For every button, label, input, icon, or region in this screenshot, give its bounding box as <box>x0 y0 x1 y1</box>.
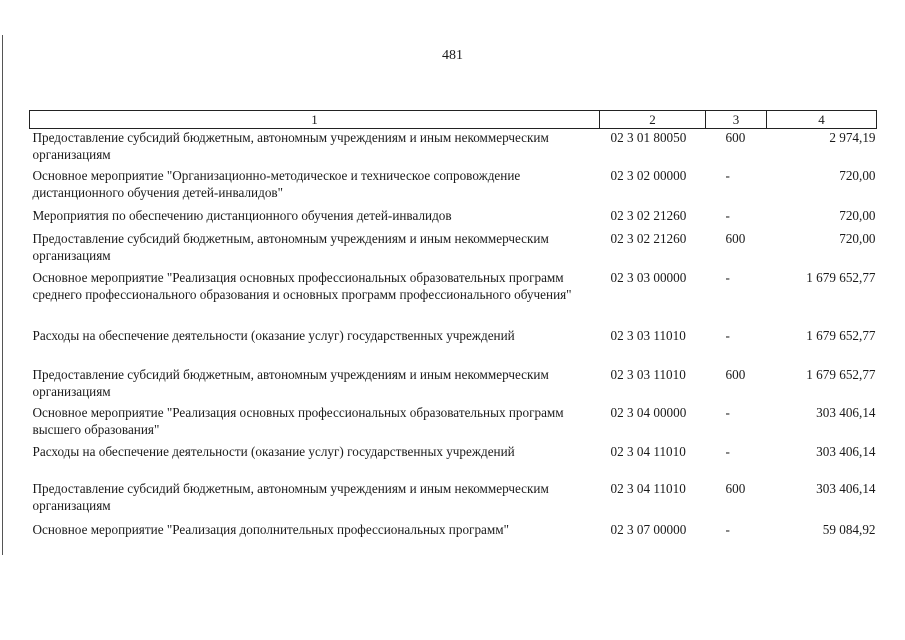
row-amount: 303 406,14 <box>816 481 876 496</box>
header-col-3: 3 <box>706 111 767 129</box>
table-row <box>30 230 877 269</box>
row-type: 600 <box>725 481 746 496</box>
row-name: Основное мероприятие "Организационно-методическое и техническое сопровождение дистанционного обучения детей-инвалидов" <box>32 168 521 200</box>
row-name: Предоставление субсидий бюджетным, автономным учреждениям и иным некоммерческим организациям <box>32 231 549 263</box>
row-name: Расходы на обеспечение деятельности (оказание услуг) государственных учреждений <box>32 328 515 343</box>
scan-edge-line <box>2 35 3 555</box>
row-code: 02 3 01 80050 <box>610 130 687 145</box>
table-row <box>30 269 877 327</box>
row-name: Основное мероприятие "Реализация основных профессиональных образовательных программ высшего образования" <box>32 405 564 437</box>
header-col-2: 2 <box>600 111 706 129</box>
row-code: 02 3 04 11010 <box>610 444 686 459</box>
row-code: 02 3 03 11010 <box>610 367 686 382</box>
row-type: - <box>725 328 730 343</box>
row-amount: 1 679 652,77 <box>806 367 876 382</box>
row-type: - <box>725 444 730 459</box>
row-type: 600 <box>725 130 746 145</box>
row-amount: 1 679 652,77 <box>806 270 876 285</box>
row-code: 02 3 02 21260 <box>610 231 687 246</box>
row-code: 02 3 04 00000 <box>610 405 687 420</box>
header-col-4: 4 <box>767 111 877 129</box>
row-type: - <box>725 168 730 183</box>
row-amount: 2 974,19 <box>829 130 876 145</box>
table-row <box>30 207 877 230</box>
row-amount: 720,00 <box>839 208 876 223</box>
row-name: Предоставление субсидий бюджетным, автономным учреждениям и иным некоммерческим организациям <box>32 367 549 399</box>
row-code: 02 3 03 11010 <box>610 328 686 343</box>
row-amount: 720,00 <box>839 168 876 183</box>
header-col-1: 1 <box>30 111 600 129</box>
row-type: - <box>725 522 730 537</box>
row-name: Расходы на обеспечение деятельности (оказание услуг) государственных учреждений <box>32 444 515 459</box>
row-type: 600 <box>725 231 746 246</box>
row-amount: 59 084,92 <box>822 522 876 537</box>
row-type: - <box>725 405 730 420</box>
row-amount: 303 406,14 <box>816 444 876 459</box>
row-name: Мероприятия по обеспечению дистанционного обучения детей-инвалидов <box>32 208 452 223</box>
table-row <box>30 129 877 168</box>
row-type: - <box>725 208 730 223</box>
row-name: Основное мероприятие "Реализация основных профессиональных образовательных программ среднего профессионального образования и основных программ профессионального обучения" <box>32 270 572 302</box>
table-row <box>30 167 877 207</box>
table-row <box>30 443 877 480</box>
row-code: 02 3 02 00000 <box>610 168 687 183</box>
table-row <box>30 521 877 541</box>
table-row <box>30 366 877 404</box>
row-type: - <box>725 270 730 285</box>
row-name: Предоставление субсидий бюджетным, автономным учреждениям и иным некоммерческим организациям <box>32 481 549 513</box>
row-amount: 303 406,14 <box>816 405 876 420</box>
row-amount: 720,00 <box>839 231 876 246</box>
row-amount: 1 679 652,77 <box>806 328 876 343</box>
budget-table <box>29 110 877 541</box>
table-row <box>30 404 877 443</box>
table-header-row <box>30 111 877 129</box>
table-row <box>30 327 877 366</box>
row-name: Основное мероприятие "Реализация дополнительных профессиональных программ" <box>32 522 509 537</box>
row-name: Предоставление субсидий бюджетным, автономным учреждениям и иным некоммерческим организациям <box>32 130 549 162</box>
row-code: 02 3 04 11010 <box>610 481 686 496</box>
row-code: 02 3 03 00000 <box>610 270 687 285</box>
table-row <box>30 480 877 521</box>
page-number: 481 <box>442 48 463 63</box>
row-code: 02 3 07 00000 <box>610 522 687 537</box>
row-type: 600 <box>725 367 746 382</box>
row-code: 02 3 02 21260 <box>610 208 687 223</box>
